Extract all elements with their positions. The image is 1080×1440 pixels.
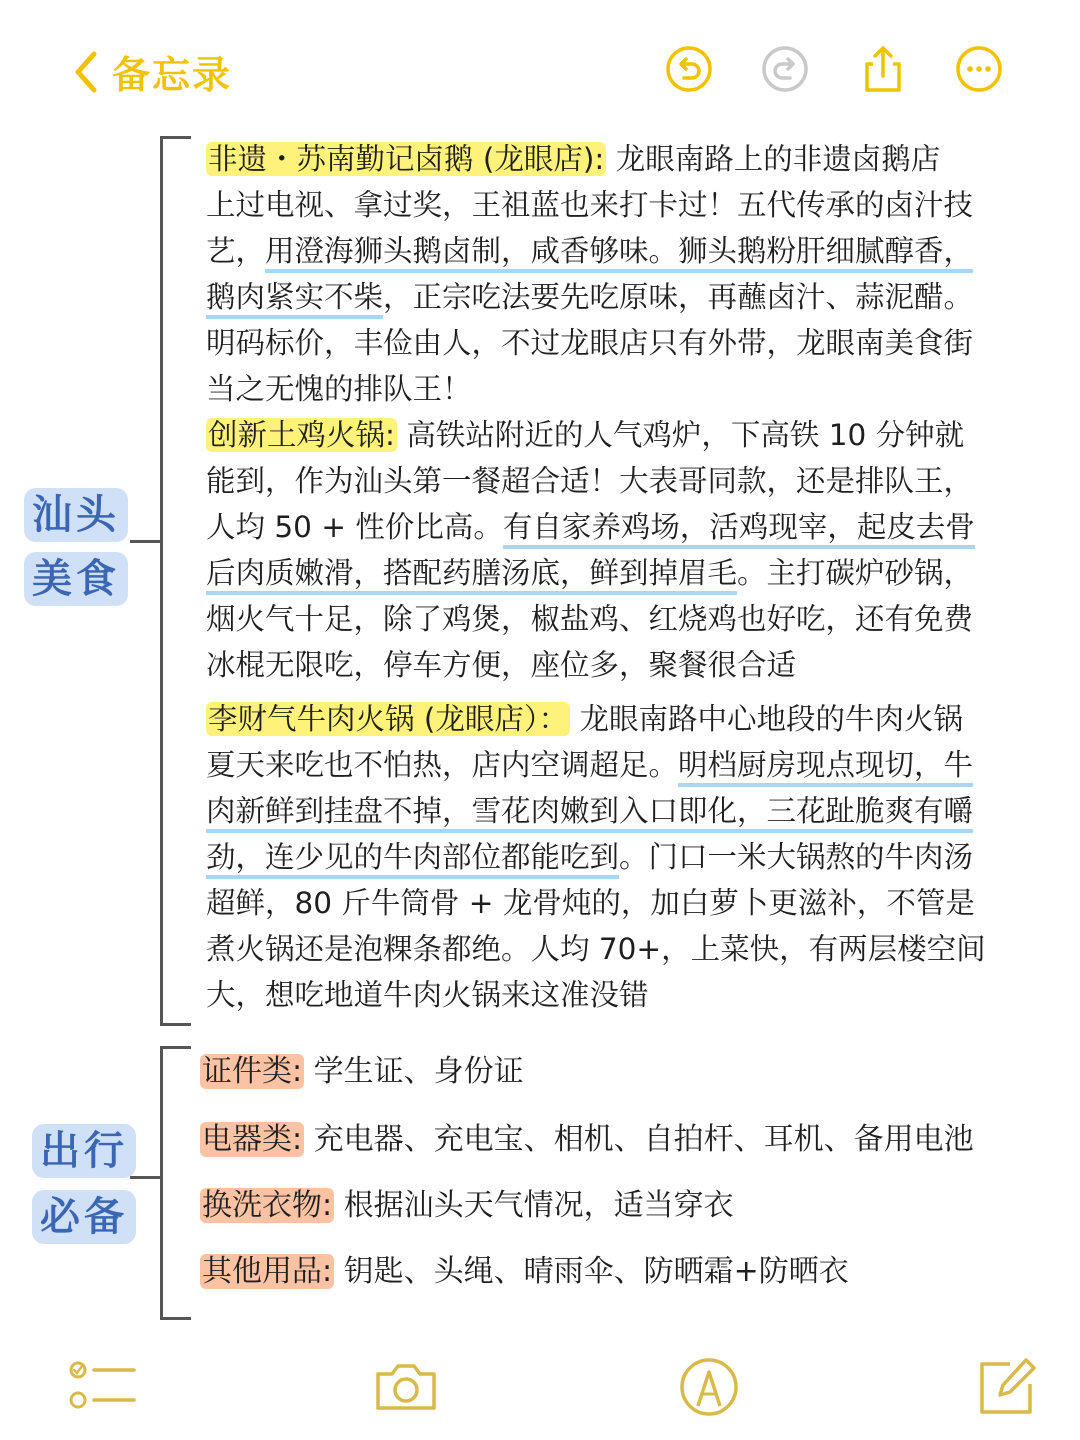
travel-tag-line2: 必备 — [32, 1190, 136, 1244]
food-tag-line1: 汕头 — [24, 488, 128, 542]
entry-title: 非遗・苏南勤记卤鹅 (龙眼店): — [208, 142, 605, 176]
entry-text: ，正宗吃法要先吃原味，再蘸卤汁、蒜泥醋。 — [383, 280, 974, 314]
food-bracket-connector — [130, 540, 160, 543]
packing-label: 电器类: — [202, 1122, 303, 1157]
packing-item — [200, 1046, 524, 1090]
entry-text: 大，想吃地道牛肉火锅来这准没错 — [206, 978, 649, 1012]
packing-item — [200, 1180, 734, 1224]
entry-text: 明码标价，丰俭由人，不过龙眼店只有外带，龙眼南美食街 — [206, 326, 974, 360]
travel-tag-line1: 出行 — [32, 1124, 136, 1178]
food-entry-chicken — [206, 412, 1066, 688]
food-entry-beef — [206, 696, 1066, 1018]
packing-value: 根据汕头天气情况，适当穿衣 — [334, 1188, 734, 1223]
packing-value: 钥匙、头绳、晴雨伞、防晒霜+防晒衣 — [334, 1254, 849, 1289]
back-label: 备忘录 — [112, 53, 233, 97]
underlined-text: 后肉质嫩滑，搭配药膳汤底，鲜到掉眉毛 — [206, 556, 737, 595]
navigation-bar — [0, 0, 1080, 130]
undo-icon[interactable] — [664, 44, 714, 94]
redo-icon[interactable] — [760, 44, 810, 94]
compose-icon[interactable] — [976, 1356, 1038, 1418]
packing-item — [200, 1114, 974, 1158]
entry-text: 龙眼南路上的非遗卤鹅店 — [606, 142, 941, 176]
entry-title: 李财气牛肉火锅 (龙眼店）： — [208, 702, 569, 736]
underlined-text: 用澄海狮头鹅卤制，咸香够味。狮头鹅粉肝细腻醇香， — [265, 234, 973, 273]
entry-text: 人均 50 + 性价比高。 — [206, 510, 503, 544]
packing-value: 学生证、身份证 — [304, 1054, 524, 1089]
entry-text: 当之无愧的排队王！ — [206, 372, 472, 406]
packing-label: 其他用品: — [202, 1254, 333, 1289]
entry-text: 。门口一米大锅熬的牛肉汤 — [619, 840, 974, 874]
entry-text: 高铁站附近的人气鸡炉，下高铁 10 分钟就 — [396, 418, 965, 452]
travel-section-bracket — [160, 1046, 191, 1320]
packing-item — [200, 1246, 849, 1290]
entry-text: 。主打碳炉砂锅， — [737, 556, 974, 590]
markup-pen-icon[interactable] — [678, 1356, 740, 1418]
entry-text: 夏天来吃也不怕热，店内空调超足。 — [206, 748, 679, 782]
packing-label: 证件类: — [202, 1054, 303, 1089]
underlined-text: 劲，连少见的牛肉部位都能吃到 — [206, 840, 619, 879]
checklist-icon[interactable] — [68, 1356, 138, 1418]
back-button[interactable] — [72, 44, 232, 99]
entry-title: 创新土鸡火锅: — [208, 418, 395, 452]
food-entry-goose — [206, 136, 1066, 412]
entry-text: 龙眼南路中心地段的牛肉火锅 — [570, 702, 964, 736]
entry-text: 上过电视、拿过奖，王祖蓝也来打卡过！五代传承的卤汁技 — [206, 188, 974, 222]
more-icon[interactable] — [954, 44, 1004, 94]
entry-text: 艺， — [206, 234, 266, 268]
chevron-left-icon — [72, 50, 98, 94]
entry-text: 冰棍无限吃，停车方便，座位多，聚餐很合适 — [206, 648, 797, 682]
share-icon[interactable] — [858, 44, 908, 94]
underlined-text: 有自家养鸡场，活鸡现宰，起皮去骨 — [503, 510, 975, 549]
underlined-text: 肉新鲜到挂盘不掉，雪花肉嫩到入口即化，三花趾脆爽有嚼 — [206, 794, 973, 833]
packing-label: 换洗衣物: — [202, 1188, 333, 1223]
underlined-text: 明档厨房现点现切，牛 — [678, 748, 973, 787]
underlined-text: 鹅肉紧实不柴 — [206, 280, 383, 319]
travel-bracket-connector — [130, 1176, 160, 1179]
food-tag-line2: 美食 — [24, 552, 128, 606]
camera-icon[interactable] — [372, 1356, 440, 1418]
entry-text: 能到，作为汕头第一餐超合适！大表哥同款，还是排队王， — [206, 464, 974, 498]
food-section-bracket — [160, 136, 191, 1026]
entry-text: 烟火气十足，除了鸡煲，椒盐鸡、红烧鸡也好吃，还有免费 — [206, 602, 974, 636]
entry-text: 超鲜，80 斤牛筒骨 + 龙骨炖的，加白萝卜更滋补，不管是 — [206, 886, 975, 920]
entry-text: 煮火锅还是泡粿条都绝。人均 70+，上菜快，有两层楼空间 — [206, 932, 986, 966]
packing-value: 充电器、充电宝、相机、自拍杆、耳机、备用电池 — [304, 1122, 974, 1157]
